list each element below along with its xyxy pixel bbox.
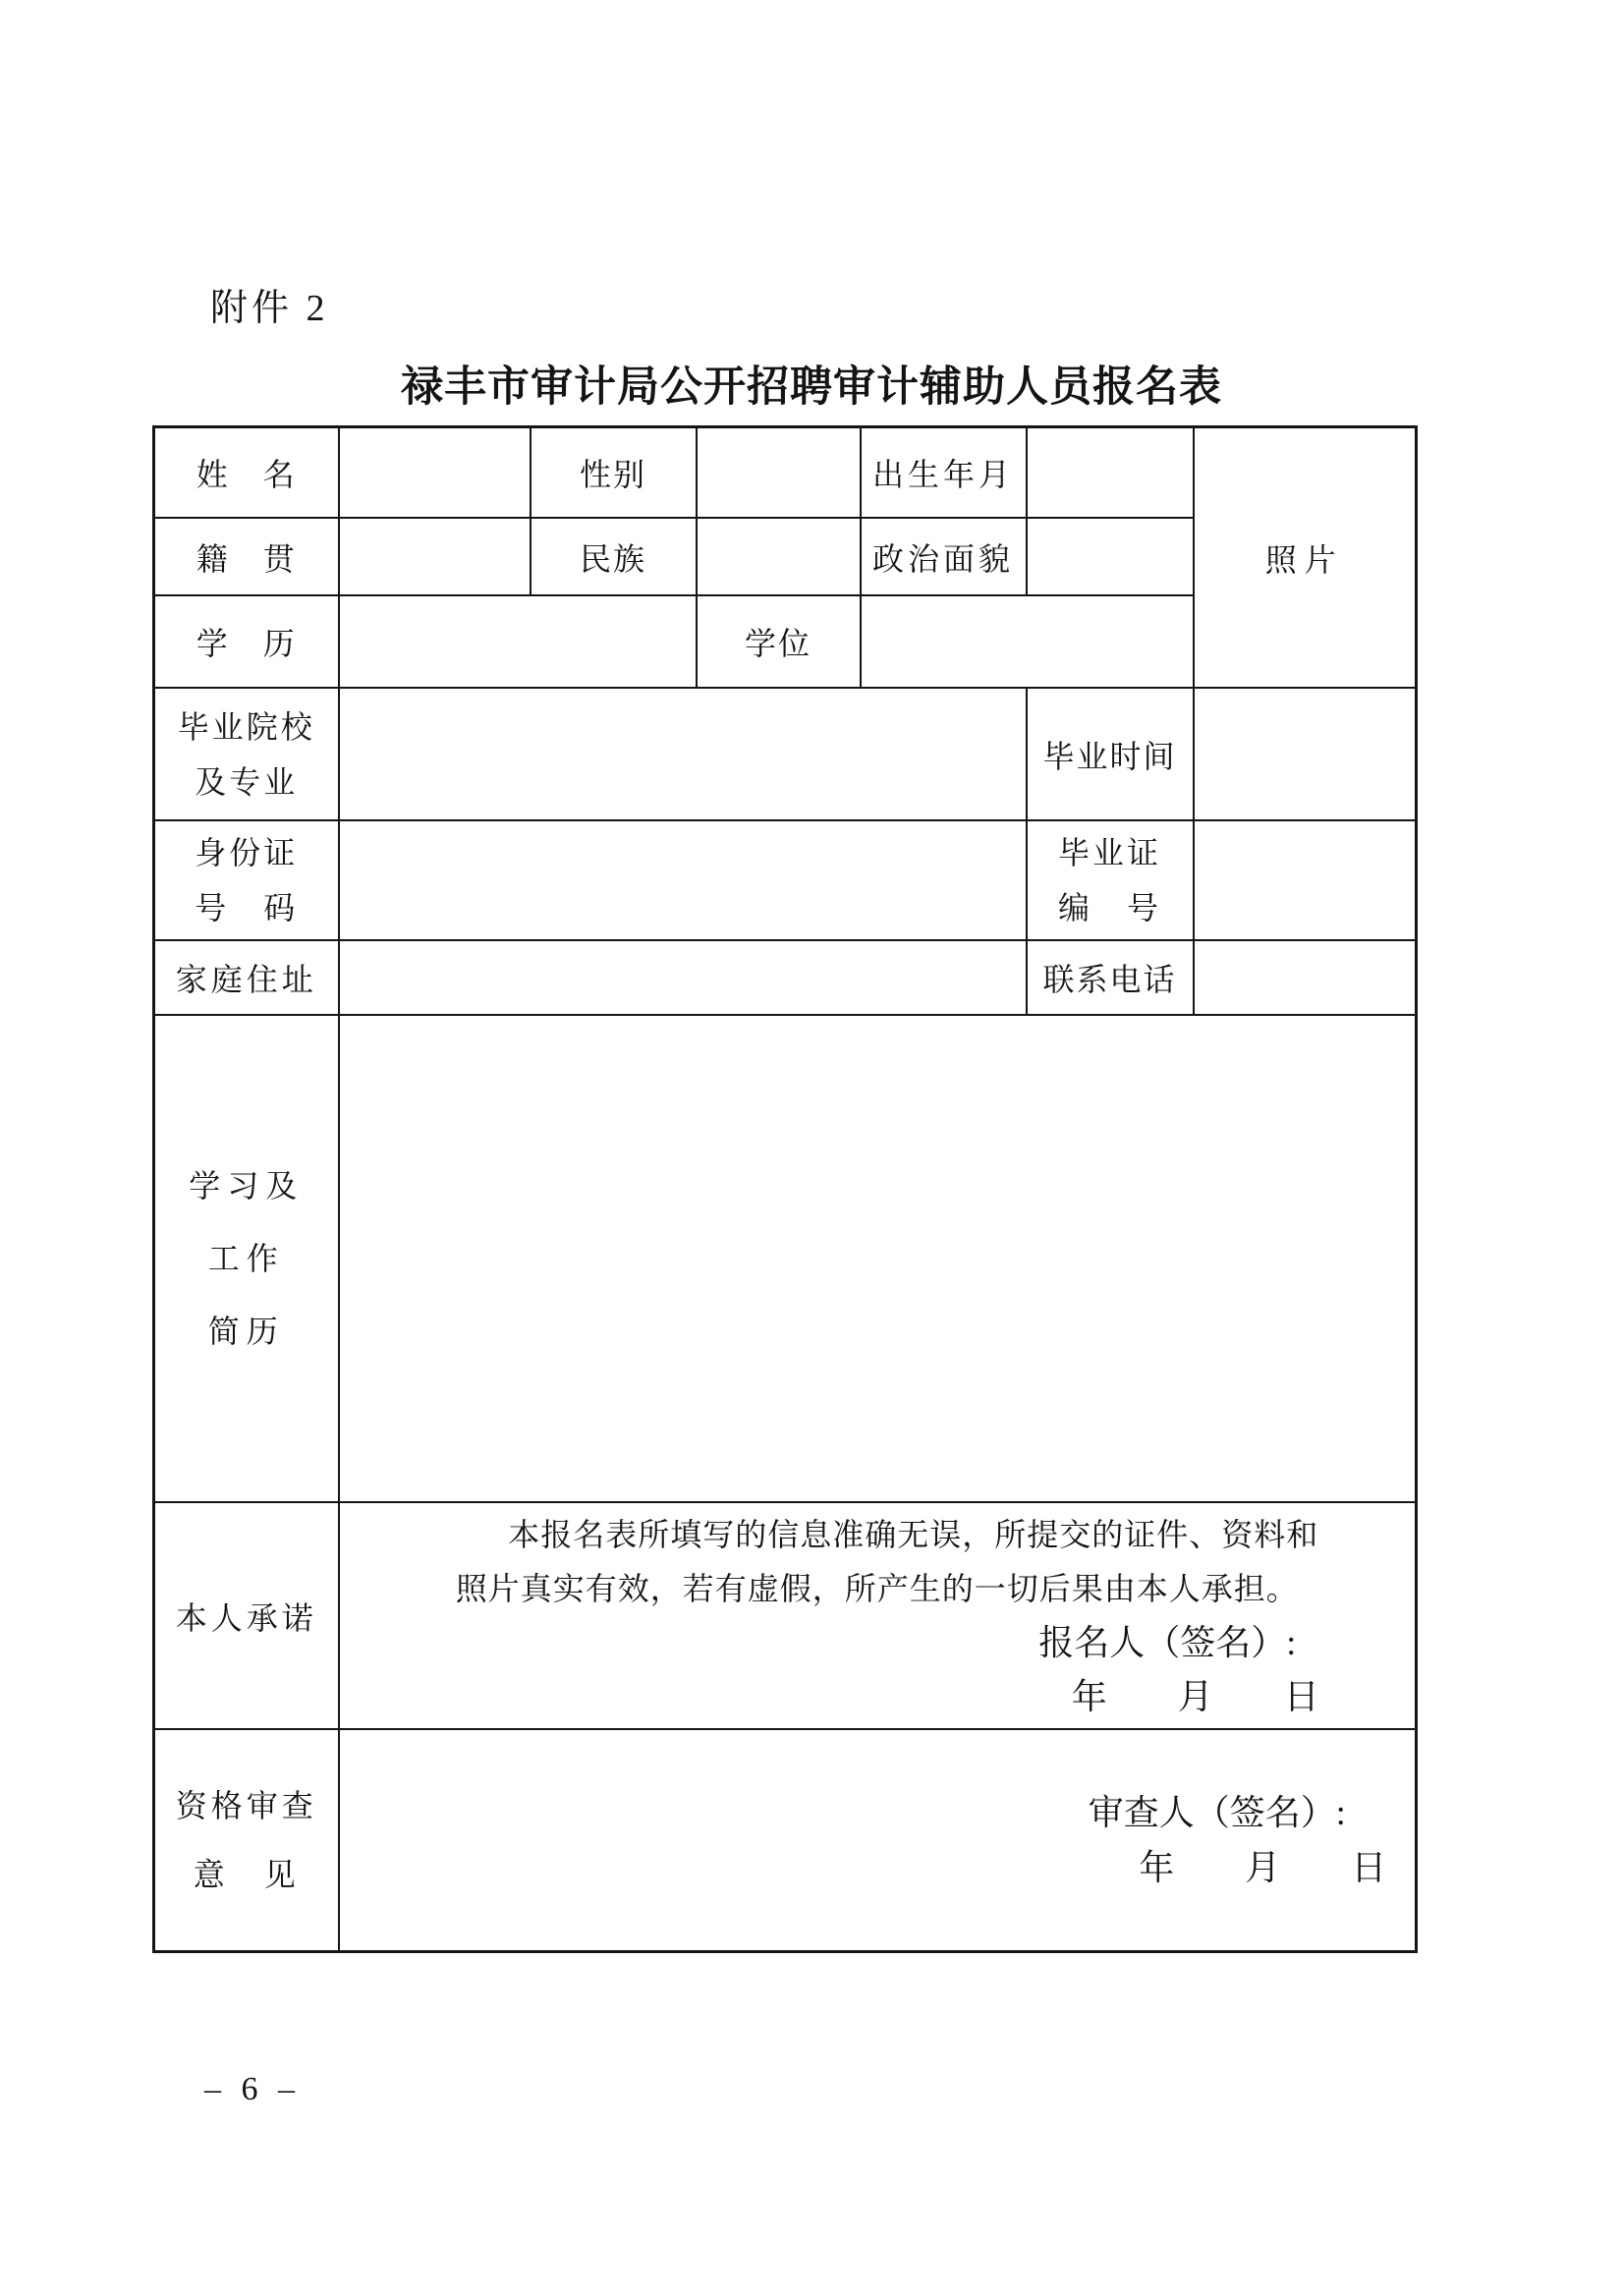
ethnicity-value-cell	[697, 518, 861, 595]
qualification-review-content-cell	[339, 1729, 1417, 1952]
political-status-label: 政治面貌	[861, 518, 1027, 595]
ethnicity-label: 民族	[531, 518, 697, 595]
attachment-label: 附件 2	[210, 288, 329, 329]
row-qualification-review	[154, 1729, 1417, 1952]
application-form-table	[152, 425, 1418, 1953]
education-label: 学 历	[154, 595, 339, 688]
native-place-label: 籍 贯	[154, 518, 339, 595]
graduation-time-label: 毕业时间	[1027, 688, 1194, 820]
resume-label-line2: 工作	[207, 1241, 285, 1276]
qualification-review-label	[154, 1729, 339, 1952]
school-major-label	[154, 688, 339, 820]
qualification-review-label-line2: 意 见	[193, 1857, 300, 1892]
school-major-value-cell	[339, 688, 1027, 820]
phone-value-cell	[1194, 940, 1417, 1015]
school-major-label-line2: 及专业	[195, 763, 299, 800]
birth-date-value-cell	[1027, 427, 1194, 519]
resume-label	[154, 1015, 339, 1502]
native-place-value-cell	[339, 518, 531, 595]
row-resume	[154, 1015, 1417, 1502]
birth-date-label: 出生年月	[861, 427, 1027, 519]
degree-value-cell	[861, 595, 1194, 688]
diploma-no-label-line1: 毕业证	[1057, 835, 1161, 870]
diploma-no-label-line2: 编 号	[1057, 890, 1161, 925]
id-number-value-cell	[339, 820, 1027, 940]
id-number-label-line1: 身份证	[195, 835, 299, 870]
phone-label: 联系电话	[1027, 940, 1194, 1015]
row-school-major	[154, 688, 1417, 820]
id-number-label	[154, 820, 339, 940]
home-address-value-cell	[339, 940, 1027, 1015]
gender-value-cell	[697, 427, 861, 519]
id-number-label-line2: 号 码	[195, 890, 299, 925]
degree-label: 学位	[697, 595, 861, 688]
resume-label-line1: 学习及	[189, 1168, 305, 1204]
commitment-label: 本人承诺	[154, 1502, 339, 1729]
education-value-cell	[339, 595, 697, 688]
commitment-text-line2: 照片真实有效，若有虚假，所产生的一切后果由本人承担。	[455, 1570, 1299, 1606]
reviewer-date-label: 年 月 日	[1139, 1848, 1387, 1887]
qualification-review-label-line1: 资格审查	[175, 1788, 317, 1823]
home-address-label: 家庭住址	[154, 940, 339, 1015]
name-label: 姓 名	[154, 427, 339, 519]
name-value-cell	[339, 427, 531, 519]
gender-label: 性别	[531, 427, 697, 519]
diploma-no-label	[1027, 820, 1194, 940]
resume-content-cell	[339, 1015, 1417, 1502]
row-commitment	[154, 1502, 1417, 1729]
resume-label-line3: 简历	[207, 1314, 285, 1349]
commitment-content-cell	[339, 1502, 1417, 1729]
form-title: 禄丰市审计局公开招聘审计辅助人员报名表	[401, 364, 1222, 411]
graduation-time-value-cell	[1194, 688, 1417, 820]
reviewer-signature-label: 审查人（签名）:	[1088, 1793, 1346, 1832]
commitment-text-line1: 本报名表所填写的信息准确无误，所提交的证件、资料和	[508, 1516, 1319, 1552]
page-number: – 6 –	[204, 2071, 301, 2107]
political-status-value-cell	[1027, 518, 1194, 595]
school-major-label-line1: 毕业院校	[177, 708, 315, 745]
applicant-date-label: 年 月 日	[1071, 1676, 1319, 1716]
row-name-gender-birth	[154, 427, 1417, 519]
row-id-diploma	[154, 820, 1417, 940]
applicant-signature-label: 报名人（签名）:	[1038, 1622, 1297, 1662]
row-address-phone	[154, 940, 1417, 1015]
photo-cell: 照片	[1194, 427, 1417, 689]
diploma-no-value-cell	[1194, 820, 1417, 940]
